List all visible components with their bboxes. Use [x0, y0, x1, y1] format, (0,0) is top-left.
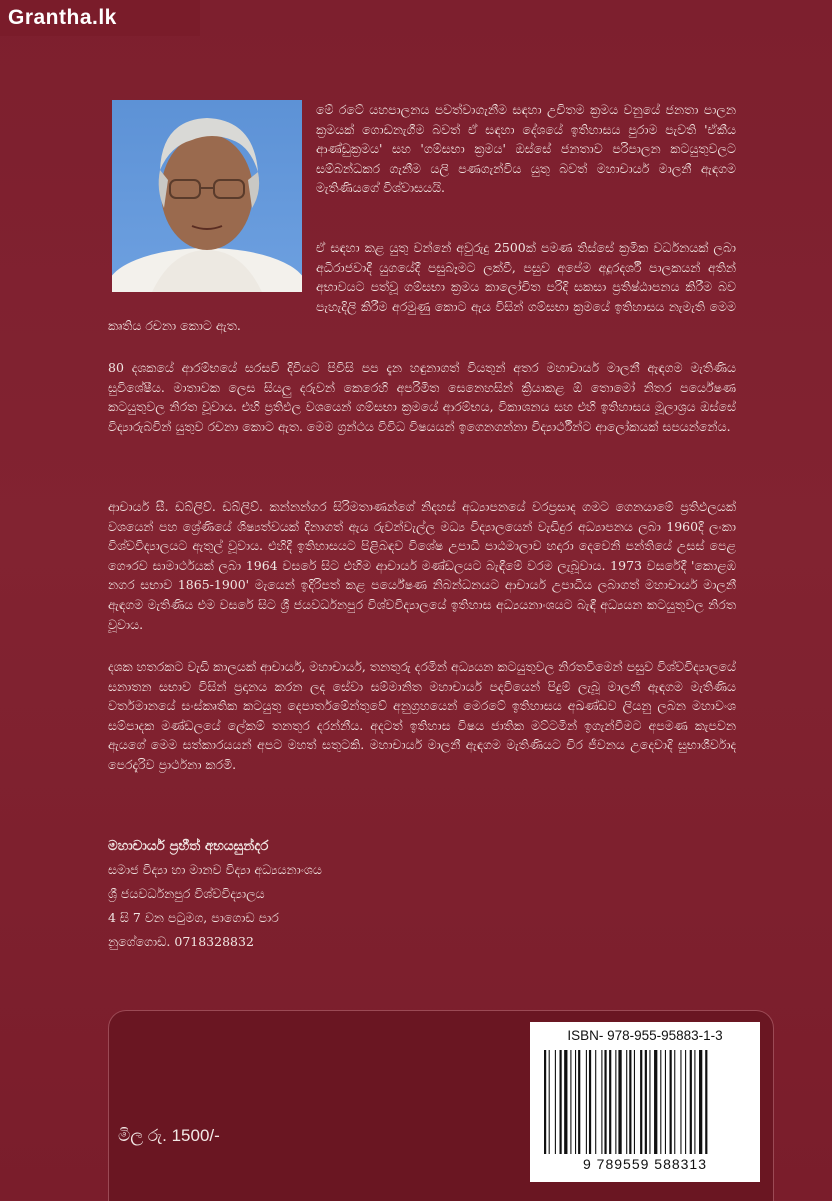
watermark: Grantha.lk [0, 0, 200, 36]
barcode-box [530, 1022, 760, 1182]
signature-city-phone: නුගේගොඩ. 0718328832 [108, 934, 254, 949]
signature-address: 4 සි 7 වන පටුමග, පාගොඩ පාර [108, 910, 279, 925]
barcode-digits: 9 789559 588313 [583, 1156, 707, 1172]
signature-department: සමාජ විද්‍යා හා මානව විද්‍යා අධ්‍යයනාංශය [108, 862, 322, 877]
signature-block [108, 834, 608, 954]
signature-university: ශ්‍රී ජයවර්ධනපුර විශ්වවිද්‍යාලය [108, 886, 265, 901]
blurb-paragraph-4: ආචාර්ය සී. ඩබ්ලිව්. ඩබ්ලිව්. කන්නන්ගර සිරිමතාණන්ගේ නිදහස් අධ්‍යාපනයේ වරප්‍රසාද ගමට ගෙනයාමේ ප්‍රතිඵලයක් වශයෙන් පහ ශ්‍රේණියේ ශිෂ්‍යත්වයක් දිනාගත් ඇය රුවන්වැල්ල මධ්‍ය විද්‍යාලයෙන් වැඩිදුර අධ්‍යාපනය ලබා 1960දී ලංකා විශ්වවිද්‍යාලයට ඇතුල් වූවාය. එහිදී ඉතිහාසයට පිළිබඳව විශේෂ උපාධි පාඨමාලාව හදාරා දෙවෙනි පන්තියේ උසස් පෙළ ගෞරව සාමාර්ථයක් ලබා 1964 වසරේ සිට එහිම ආචාර්ය මණ්ඩලයට බැඳීමේ වරම ලැබූවාය. 1973 වසරේදී 'කොළඹ නගර සභාව 1865-1900' මැයෙන් ඉදිරිපත් කළ පර්යේෂණ නිබන්ධනයට ආචාර්ය උපාධිය ලබාගත් මහාචාර්ය මාලනී ඇඳගම මැතිණිය එම වසරේ සිට ශ්‍රී ජයවර්ධනපුර විශ්වවිද්‍යාලයේ ඉතිහාස අධ්‍යයනාංශයට බැඳී අධ්‍යයන කටයුතුවල නිරත වූවාය. [108, 499, 736, 632]
blurb-paragraph-2 [108, 238, 736, 336]
barcode-image [540, 1050, 750, 1154]
signature-name: මහාචාර්ය ප්‍රභීත් අභයසුන්දර [108, 838, 269, 854]
blurb-paragraph-5: දශක හතරකට වැඩි කාලයක් ආචාර්ය, මහාචාර්ය, තනතුරු දරමින් අධ්‍යයන කටයුතුවල නිරතවීමෙන් පසුව විශ්වවිද්‍යාලයේ සනාතන සභාව විසින් ප්‍රදානය කරන ලද සේවා සම්මානිත මහාචාර්ය පදවියෙන් පිදුම් ලැබූ මාලනී ඇඳගම මැතිණිය වර්තමානයේ සංස්කෘතික කටයුතු දෙපාර්තමේන්තුවේ අනුග්‍රහයෙන් මෙරටේ ඉතිහාසය අඛණ්ඩව ලියනු ලබන මහාවංශ සම්පාදක මණ්ඩලයේ ලේකම් තනතුර දරන්නීය. අදටත් ඉතිහාස විෂය ජාතික මට්ටමින් ඉගැන්වීමට අපමණ කැපවන ඇයගේ මෙම සත්කාරයයන් අපට මහත් සතුටකි. මහාචාර්ය මාලනී ඇඳගම මැතිණියට චිර ජීවනය උදෙවාදි සුභාශීර්වාද පෙරදැරිව ප්‍රාර්ථනා කරමි. [108, 659, 736, 772]
blurb-paragraph-1: මේ රටේ යහපාලනය පවත්වාගැනීම සඳහා උචිතම ක්‍රමය වනුයේ ජනතා පාලන ක්‍රමයක් ගොඩනැගීම බවත් ඒ සඳහා දේශයේ ඉතිහාසය පුරාම පැවති 'ඒකීය ආණ්ඩුක්‍රමය' සහ 'ගම්සභා ක්‍රමය' ඔස්සේ ජනතාව පරිපාලන කටයුතුවලට සම්බන්ධකර ගැනීම යලි පණගැන්විය යුතු බවත් මහාචාර්ය මාලනී ඇඳගම මැතිණියගේ විශ්වාසයයි. [316, 102, 736, 196]
isbn-text: ISBN- 978-955-95883-1-3 [567, 1028, 723, 1043]
blurb-paragraph-3: 80 දශකයේ ආරම්භයේ සරසවි දිවියට පිවිසි පප දැන හඳුනාගත් වියතුන් අතර මහාචාර්ය මාලනී ඇඳගම මැතිණිය සුවිශේෂීය. මාතාවක ලෙස සියලු දරුවන් කෙරෙහි අපරිමිත සෙනෙහසින් ක්‍රියාකළ ඕ තොමෝ නිතර පර්යේෂණ කටයුතුවල නිරත වූවාය. එහි ප්‍රතිඵල වශයෙන් ගම්සභා ක්‍රමයේ ආරම්භය, විකාශනය සහ එහි ඉතිහාසය මූලාශ්‍රය ඔස්සේ විද්‍යාරුබවින් යුතුව රචනා කොට ඇත. මෙම ග්‍රන්ථය විවිධ විෂයයන් ඉගෙනගන්නා විද්‍යාර්ථීන්ට ආලෝකයක් සපයන්නේය. [108, 360, 736, 434]
blurb-paragraph-2-text: ඒ සඳහා කළ යුතු වන්නේ අවුරුදු 2500ක් පමණ තිස්සේ ක්‍රමික වර්ධනයක් ලබා අධිරාජවාදී යුගයේදී පසුබෑමට ලක්වී, පසුව අපේම අදූරදර්ශී පාලකයන් අතින් අභාවයට පත්වූ ගම්සභා ක්‍රමය කාලෝචිත පරිදි සකසා ප්‍රතිෂ්ඨාපනය කිරීම බව පැහැදිලි කිරීම අරමුණු කොට ඇය විසින් ගම්සභා ක්‍රමයේ ඉතිහාසය නැමැති මෙම කෘතිය රචනා කොට ඇත. [108, 240, 736, 334]
price-label: මිල රු. 1500/- [118, 1126, 220, 1145]
